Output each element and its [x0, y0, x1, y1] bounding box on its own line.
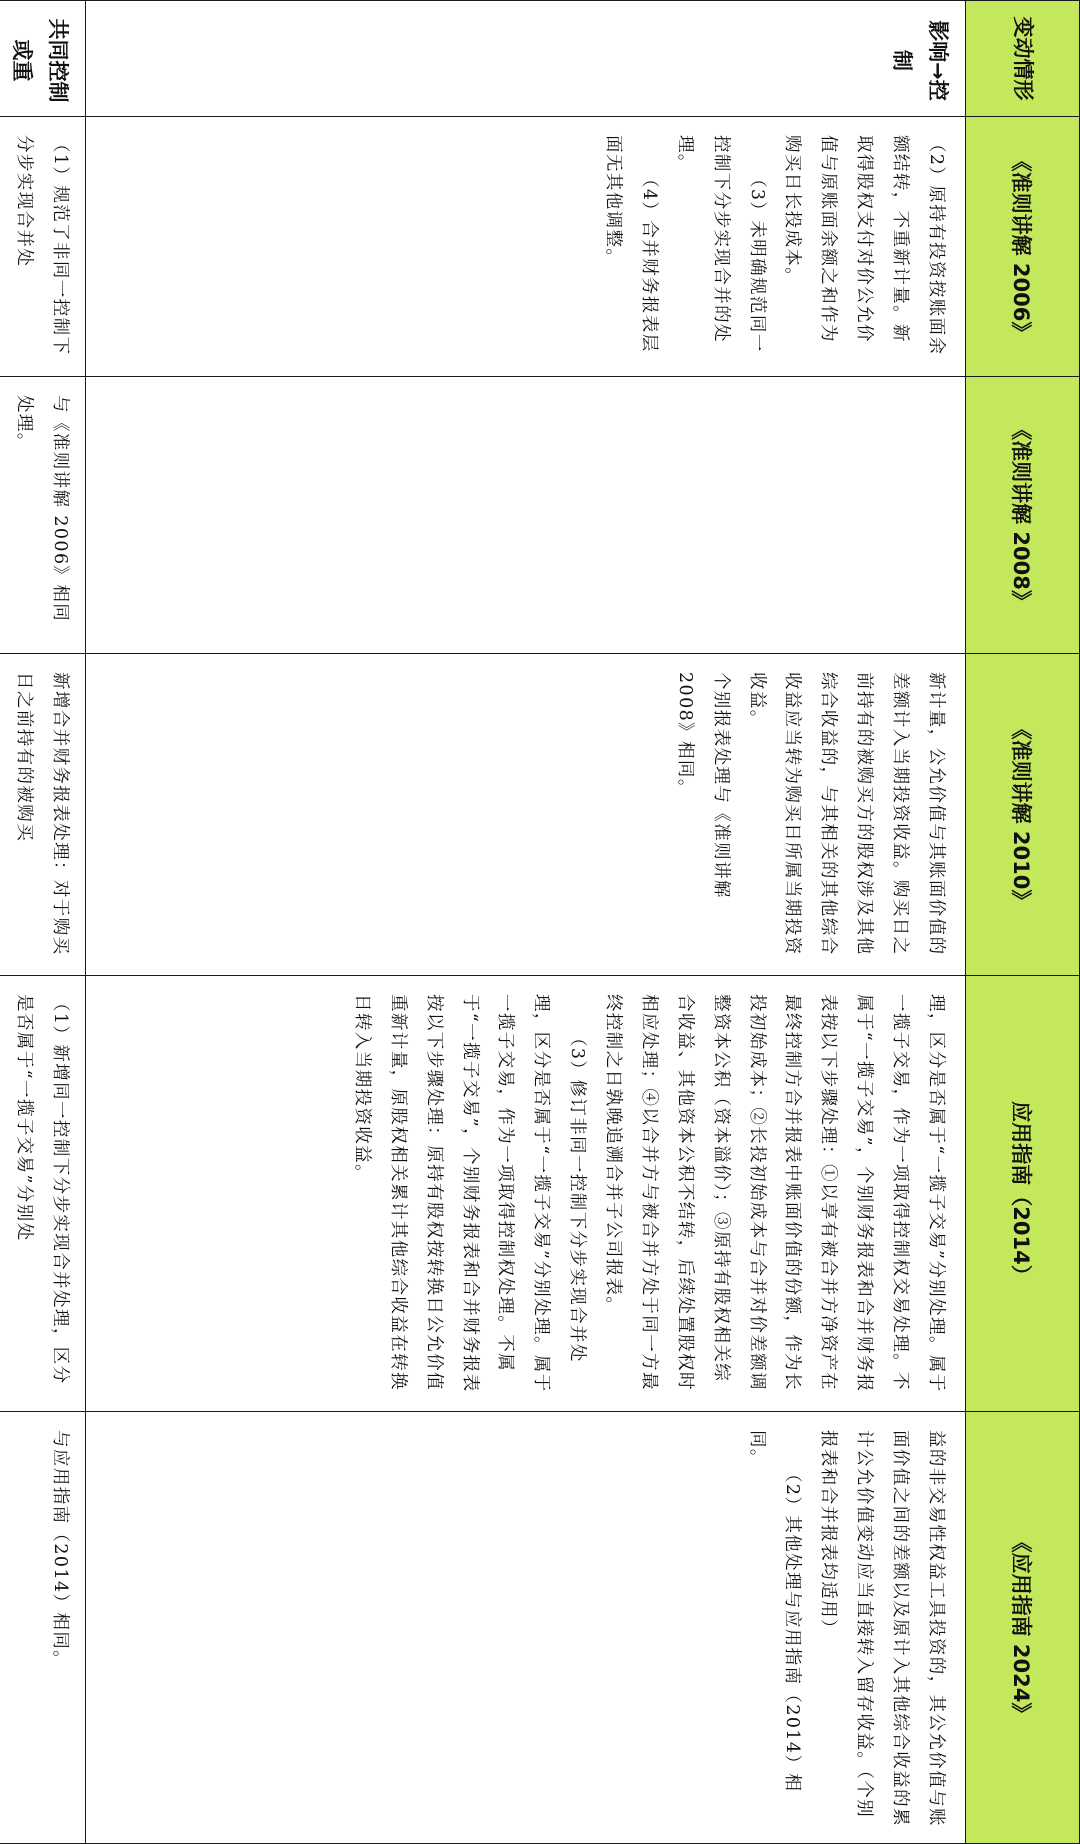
header-2008: 《准则讲解 2008》: [966, 377, 1080, 654]
header-2010: 《准则讲解 2010》: [966, 654, 1080, 976]
cell-2008: [86, 377, 966, 654]
cell-2010: [86, 654, 966, 976]
paragraph: （2）其他处理与应用指南（2014）相同。: [746, 1430, 803, 1793]
header-row: [966, 1, 1080, 1844]
paragraph: （4）合并财务报表层面无其他调整。: [603, 135, 659, 353]
paragraph: 理，区分是否属于“一揽子交易”分别处理。属于一揽子交易，作为一项取得控制权交易处理。不属于“一揽子交易”，个别财务报表和合并财务报表按以下步骤处理：①以享有被合并方净资产在最终控制方合并报表中账面价值的份额，作为长投初始成本；②长投初始成本与合并对价差额调整资本公积（资本溢价）；③原持有股权相关综合收益、其他资本公积不结转，后续处置股权时相应处理；④以合并方与被合并方处于同一方最终控制之日孰晚追溯合并子公司报表。: [603, 994, 946, 1393]
paragraph: 新计量，公允价值与其账面价值的差额计入当期投资收益。购买日之前持有的被购买方的股权涉及其他综合收益的，与其相关的其他综合收益应当转为购买日所属当期投资收益。: [746, 672, 946, 956]
cell-2024: [86, 1412, 966, 1844]
paragraph: 个别报表处理与《准则讲解2008》相同。: [674, 672, 731, 899]
table-row: [86, 1, 966, 1844]
cell-2024: 与应用指南（2014）相同。: [0, 1412, 86, 1844]
paragraph: （3）未明确规范同一控制下分步实现合并的处理。: [674, 135, 767, 353]
paragraph: 益的非交易性权益工具投资的，其公允价值与账面价值之间的差额以及原计入其他综合收益的累计公允价值变动应当直接转入留存收益。（个别报表和合并报表均适用）: [818, 1430, 946, 1827]
row-label-influence-to-control: 影响→控制: [86, 1, 966, 117]
header-2024: 《应用指南 2024》: [966, 1412, 1080, 1844]
header-change-type: 变动情形: [966, 1, 1080, 117]
cell-2006: （1）规范了非同一控制下分步实现合并处: [0, 117, 86, 377]
table-row: [0, 1, 86, 1844]
row-label-common-control: 共同控制或重: [0, 1, 86, 117]
cell-2008: 与《准则讲解 2006》相同处理。: [0, 377, 86, 654]
cell-2006: [86, 117, 966, 377]
header-2006: 《准则讲解 2006》: [966, 117, 1080, 377]
header-2014: 应用指南（2014）: [966, 976, 1080, 1412]
cell-2014: （1）新增同一控制下分步实现合并处理，区分是否属于“一揽子交易”分别处: [0, 976, 86, 1412]
paragraph: （2）原持有投资按账面余额结转，不重新计量。新取得股权支付对价公允价值与原账面余额之和作为购买日长投成本。: [782, 135, 946, 356]
paragraph: （3）修订非同一控制下分步实现合并处理，区分是否属于“一揽子交易”分别处理。属于一揽子交易，作为一项取得控制权处理。不属于“一揽子交易”，个别财务报表和合并财务报表按以下步骤处理：原持有股权按转换日公允价值重新计量，原股权相关累计其他综合收益在转换日转入当期投资收益。: [352, 994, 588, 1393]
cell-2014: [86, 976, 966, 1412]
cell-2010: 新增合并财务报表处理：对于购买日之前持有的被购买: [0, 654, 86, 976]
